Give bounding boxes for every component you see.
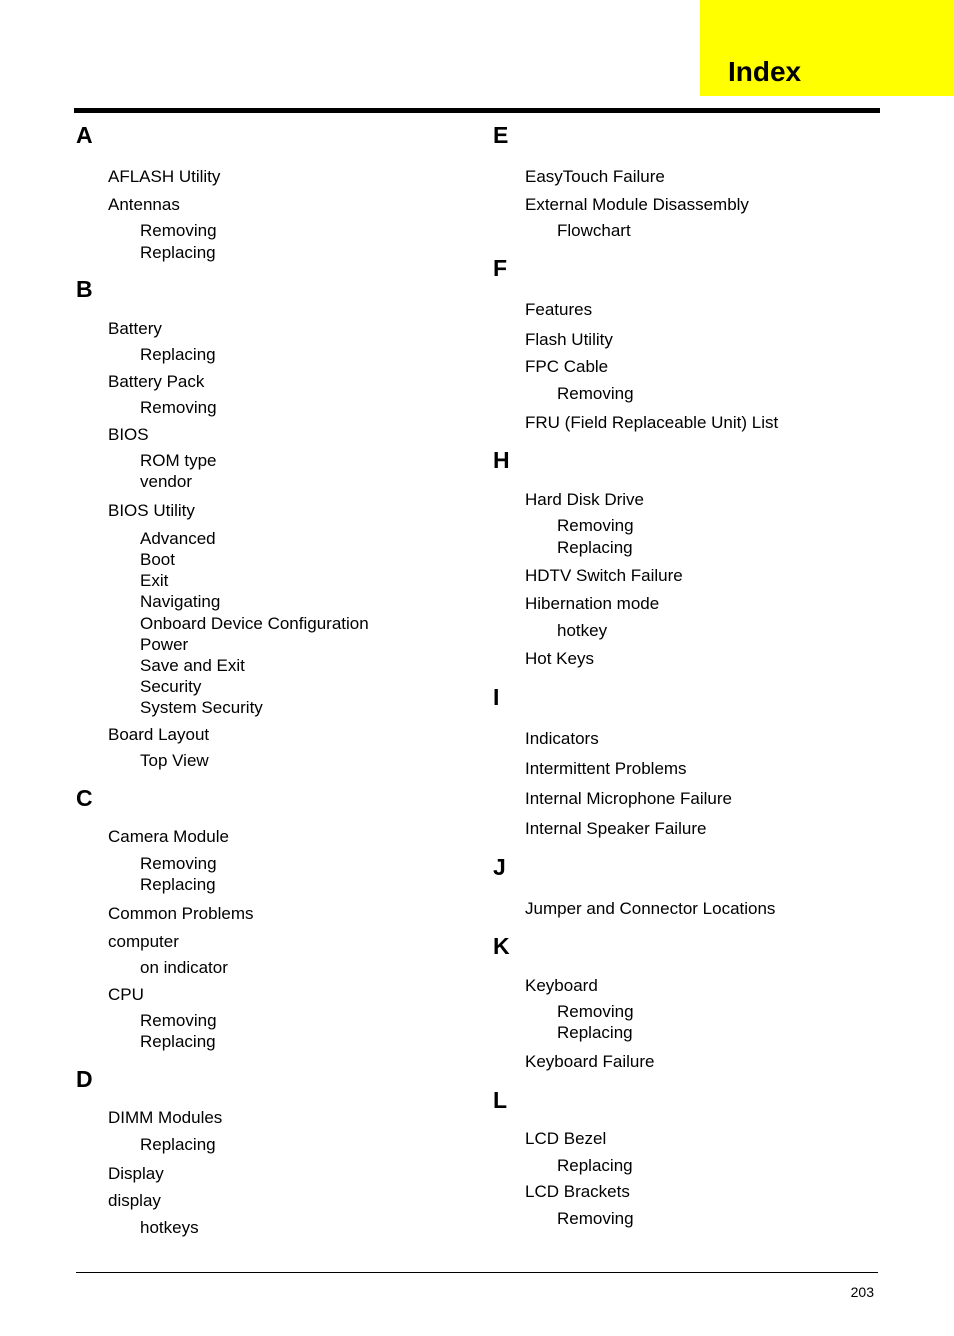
section-letter-l: L bbox=[493, 1087, 508, 1113]
section-letter-e: E bbox=[493, 122, 509, 148]
index-entry: Keyboard bbox=[525, 976, 598, 995]
index-entry: Display bbox=[108, 1164, 164, 1183]
section-letter-k: K bbox=[493, 933, 510, 959]
index-entry: display bbox=[108, 1191, 161, 1210]
index-subentry: Replacing bbox=[557, 538, 633, 557]
index-subentry: Replacing bbox=[557, 1156, 633, 1175]
index-entry: Hot Keys bbox=[525, 649, 594, 668]
index-subentry: Removing bbox=[557, 1002, 634, 1021]
index-entry: EasyTouch Failure bbox=[525, 167, 665, 186]
index-entry: Jumper and Connector Locations bbox=[525, 899, 776, 918]
index-subentry: Replacing bbox=[140, 243, 216, 262]
index-subentry: Power bbox=[140, 635, 189, 654]
index-subentry: vendor bbox=[140, 472, 192, 491]
index-subentry: Removing bbox=[557, 384, 634, 403]
title-banner bbox=[700, 0, 954, 96]
section-letter-d: D bbox=[76, 1066, 93, 1092]
index-entry: Flash Utility bbox=[525, 330, 613, 349]
index-entry: Internal Microphone Failure bbox=[525, 789, 732, 808]
index-entry: Hard Disk Drive bbox=[525, 490, 645, 509]
index-subentry: Replacing bbox=[140, 1135, 216, 1154]
index-subentry: Replacing bbox=[557, 1023, 633, 1042]
index-subentry: Removing bbox=[140, 221, 217, 240]
index-subentry: Flowchart bbox=[557, 221, 631, 240]
index-entry: DIMM Modules bbox=[108, 1108, 223, 1127]
index-entry: Intermittent Problems bbox=[525, 759, 687, 778]
section-letter-i: I bbox=[493, 684, 500, 710]
section-letter-h: H bbox=[493, 447, 510, 473]
index-entry: BIOS Utility bbox=[108, 501, 195, 520]
index-entry: CPU bbox=[108, 985, 144, 1004]
section-letter-c: C bbox=[76, 785, 93, 811]
index-entry: Camera Module bbox=[108, 827, 229, 846]
index-subentry: Removing bbox=[140, 398, 217, 417]
index-subentry: hotkey bbox=[557, 621, 608, 640]
index-entry: Indicators bbox=[525, 729, 599, 748]
section-letter-f: F bbox=[493, 255, 508, 281]
index-entry: HDTV Switch Failure bbox=[525, 566, 683, 585]
index-entry: Battery Pack bbox=[108, 372, 205, 391]
index-entry: computer bbox=[108, 932, 179, 951]
index-subentry: Removing bbox=[557, 516, 634, 535]
index-subentry: Replacing bbox=[140, 1032, 216, 1051]
page-number: 203 bbox=[850, 1284, 874, 1300]
index-entry: BIOS bbox=[108, 425, 149, 444]
index-entry: Board Layout bbox=[108, 725, 210, 744]
index-entry: AFLASH Utility bbox=[108, 167, 221, 186]
index-subentry: on indicator bbox=[140, 958, 228, 977]
index-subentry: Exit bbox=[140, 571, 169, 590]
index-entry: LCD Brackets bbox=[525, 1182, 630, 1201]
index-subentry: Replacing bbox=[140, 875, 216, 894]
index-subentry: System Security bbox=[140, 698, 263, 717]
index-entry: FPC Cable bbox=[525, 357, 609, 376]
index-subentry: Advanced bbox=[140, 529, 216, 548]
index-entry: Keyboard Failure bbox=[525, 1052, 655, 1071]
index-subentry: Navigating bbox=[140, 592, 221, 611]
index-subentry: Removing bbox=[140, 854, 217, 873]
index-subentry: Save and Exit bbox=[140, 656, 245, 675]
page-title: Index bbox=[728, 56, 802, 87]
index-entry: FRU (Field Replaceable Unit) List bbox=[525, 413, 779, 432]
index-entry: Internal Speaker Failure bbox=[525, 819, 707, 838]
index-subentry: ROM type bbox=[140, 451, 217, 470]
bottom-divider bbox=[76, 1272, 878, 1273]
index-subentry: Security bbox=[140, 677, 202, 696]
index-subentry: Top View bbox=[140, 751, 209, 770]
index-subentry: Replacing bbox=[140, 345, 216, 364]
index-entry: External Module Disassembly bbox=[525, 195, 749, 214]
index-subentry: Boot bbox=[140, 550, 175, 569]
section-letter-j: J bbox=[493, 854, 506, 880]
index-entry: Features bbox=[525, 300, 593, 319]
section-letter-b: B bbox=[76, 276, 93, 302]
index-subentry: Onboard Device Configuration bbox=[140, 614, 369, 633]
index-subentry: Removing bbox=[140, 1011, 217, 1030]
index-entry: Common Problems bbox=[108, 904, 254, 923]
index-subentry: Removing bbox=[557, 1209, 634, 1228]
index-entry: Hibernation mode bbox=[525, 594, 660, 613]
index-entry: Antennas bbox=[108, 195, 180, 214]
top-divider bbox=[74, 108, 880, 113]
index-entry: Battery bbox=[108, 319, 162, 338]
index-subentry: hotkeys bbox=[140, 1218, 199, 1237]
index-entry: LCD Bezel bbox=[525, 1129, 607, 1148]
section-letter-a: A bbox=[76, 122, 93, 148]
